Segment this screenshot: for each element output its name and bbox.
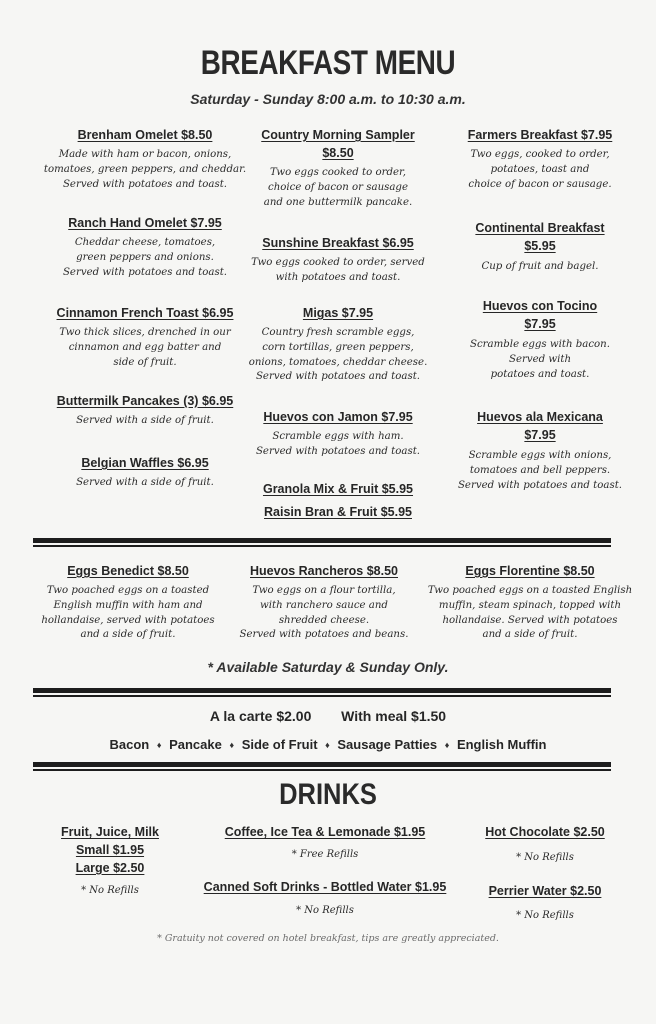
menu-item (40, 392, 250, 429)
menu-item (238, 503, 438, 521)
side-item: Sausage Patties (337, 737, 438, 752)
menu-item (238, 234, 438, 286)
menu-item (238, 408, 438, 460)
drink-item (460, 882, 630, 921)
diamond-separator-icon: ♦ (444, 740, 450, 750)
special-item (26, 562, 230, 643)
item-description: Served with a side of fruit. (76, 477, 214, 488)
refill-note: * No Refills (516, 910, 574, 921)
drink-title: Canned Soft Drinks - Bottled Water $1.95 (203, 880, 447, 894)
section-divider (33, 688, 611, 697)
menu-item (440, 126, 640, 192)
item-title: Huevos con Tocino $7.95 (482, 299, 598, 331)
item-description: Country fresh scramble eggs, corn tortillas, green peppers, onions, tomatoes, cheddar cheese. Served with potatoes and toast. (248, 327, 428, 383)
item-description: Scramble eggs with onions, tomatoes and bell peppers. Served with potatoes and toast. (457, 450, 623, 491)
drink-title: Hot Chocolate $2.50 (485, 825, 605, 839)
menu-item (40, 454, 250, 491)
side-item: Pancake (169, 737, 222, 752)
section-divider (33, 538, 611, 547)
diamond-separator-icon: ♦ (325, 740, 330, 750)
item-description: Two thick slices, drenched in our cinnamon and egg batter and side of fruit. (59, 327, 231, 368)
item-title: Farmers Breakfast $7.95 (467, 128, 613, 142)
menu-item (440, 408, 640, 493)
drink-item (460, 823, 630, 863)
item-title: Huevos ala Mexicana $7.95 (477, 410, 603, 442)
item-title: Sunshine Breakfast $6.95 (262, 236, 414, 250)
item-description: Scramble eggs with bacon. Served with potatoes and toast. (470, 339, 610, 380)
drinks-title: DRINKS (279, 778, 377, 811)
menu-item (440, 297, 640, 382)
item-title: Huevos con Jamon $7.95 (263, 410, 413, 424)
refill-note: * Free Refills (291, 849, 359, 860)
item-title: Raisin Bran & Fruit $5.95 (264, 505, 412, 519)
side-item: Bacon (109, 737, 150, 752)
special-item (222, 562, 426, 643)
item-description: Two eggs cooked to order, choice of bacon or sausage and one buttermilk pancake. (263, 167, 413, 208)
item-description: Two eggs, cooked to order, potatoes, toast and choice of bacon or sausage. (468, 149, 612, 190)
alacarte-price: A la carte $2.00 (209, 708, 312, 724)
item-description: Two poached eggs on a toasted English muffin, steam spinach, topped with hollandaise. Served with potatoes and a side of fruit. (427, 585, 633, 641)
item-description: Cup of fruit and bagel. (481, 261, 599, 272)
gratuity-note: * Gratuity not covered on hotel breakfast, tips are greatly appreciated. (157, 933, 499, 944)
menu-item (40, 214, 250, 280)
item-title: Eggs Benedict $8.50 (67, 564, 189, 578)
drink-size-large: Large $2.50 (75, 861, 145, 875)
special-item (418, 562, 642, 643)
drink-title: Coffee, Ice Tea & Lemonade $1.95 (224, 825, 426, 839)
menu-item (238, 304, 438, 385)
menu-item (238, 480, 438, 498)
item-title: Huevos Rancheros $8.50 (250, 564, 398, 578)
hours-subtitle: Saturday - Sunday 8:00 a.m. to 10:30 a.m. (190, 91, 466, 107)
menu-item (40, 126, 250, 192)
item-title: Migas $7.95 (302, 306, 374, 320)
availability-note: * Available Saturday & Sunday Only. (207, 659, 449, 675)
item-title: Continental Breakfast $5.95 (475, 221, 605, 253)
item-description: Two eggs cooked to order, served with potatoes and toast. (251, 257, 425, 283)
item-title: Granola Mix & Fruit $5.95 (262, 482, 414, 496)
drink-item (40, 823, 180, 896)
item-title: Buttermilk Pancakes (3) $6.95 (56, 394, 234, 408)
drink-item (190, 878, 460, 916)
refill-note: * No Refills (516, 852, 574, 863)
drink-title: Fruit, Juice, Milk (61, 825, 159, 839)
item-title: Brenham Omelet $8.50 (77, 128, 213, 142)
diamond-separator-icon: ♦ (156, 740, 162, 750)
item-title: Eggs Florentine $8.50 (465, 564, 595, 578)
section-divider (33, 762, 611, 771)
item-description: Two poached eggs on a toasted English muffin with ham and hollandaise, served with potatoes and a side of fruit. (41, 585, 215, 641)
side-item: English Muffin (456, 737, 547, 752)
drinks-heading (0, 778, 656, 812)
item-description: Two eggs on a flour tortilla, with ranchero sauce and shredded cheese. Served with potatoes and beans. (239, 585, 409, 641)
item-description: Cheddar cheese, tomatoes, green peppers and onions. Served with potatoes and toast. (62, 237, 228, 278)
page-title: BREAKFAST MENU (200, 44, 456, 82)
menu-item (440, 219, 640, 275)
item-title: Belgian Waffles $6.95 (81, 456, 209, 470)
drink-title: Perrier Water $2.50 (488, 884, 602, 898)
diamond-separator-icon: ♦ (229, 740, 235, 750)
item-description: Served with a side of fruit. (76, 415, 214, 426)
item-title: Cinnamon French Toast $6.95 (56, 306, 234, 320)
refill-note: * No Refills (81, 885, 139, 896)
menu-item (40, 304, 250, 370)
refill-note: * No Refills (296, 905, 354, 916)
side-item: Side of Fruit (241, 737, 318, 752)
menu-header (0, 44, 656, 83)
drink-item (190, 823, 460, 860)
drink-size-small: Small $1.95 (75, 843, 145, 857)
menu-item (238, 126, 438, 210)
with-meal-price: With meal $1.50 (341, 708, 447, 724)
item-description: Made with ham or bacon, onions, tomatoes, green peppers, and cheddar. Served with potatoes and toast. (43, 149, 247, 190)
item-title: Ranch Hand Omelet $7.95 (68, 216, 222, 230)
sides-list (0, 737, 656, 752)
item-title: Country Morning Sampler $8.50 (261, 128, 415, 160)
item-description: Scramble eggs with ham. Served with potatoes and toast. (255, 431, 421, 457)
alacarte-prices (0, 708, 656, 724)
